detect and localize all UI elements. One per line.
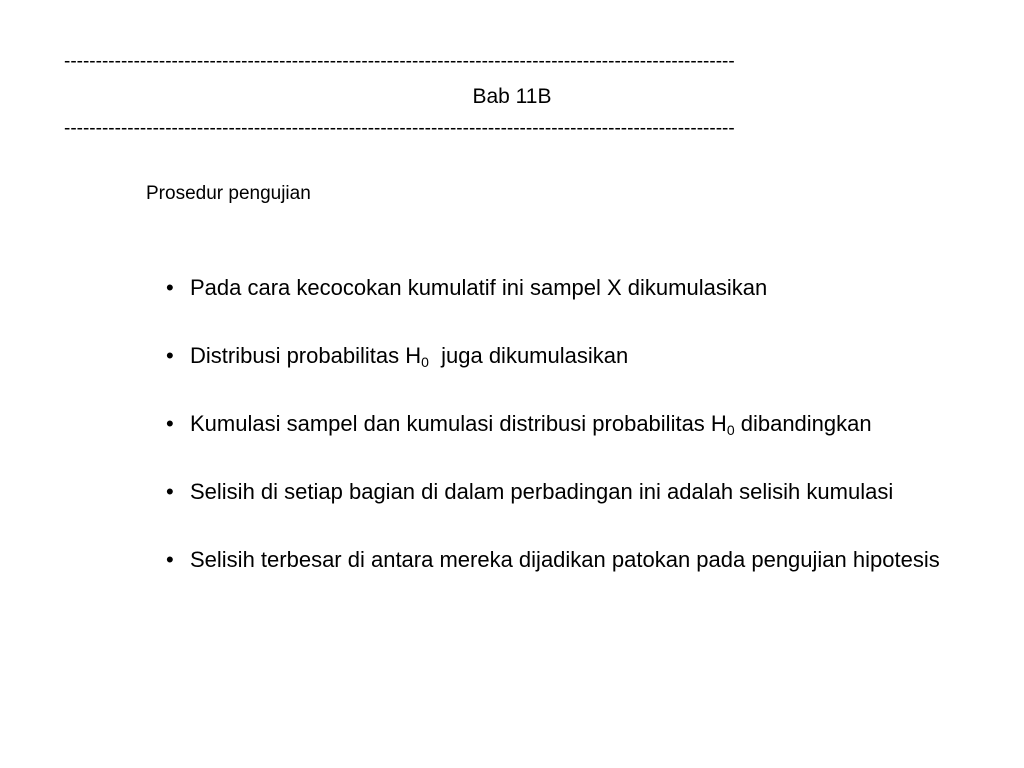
bullet-text: Selisih di setiap bagian di dalam perbadingan ini adalah selisih kumulasi: [190, 479, 894, 504]
bullet-list: [166, 274, 966, 573]
bullet-text: Kumulasi sampel dan kumulasi distribusi probabilitas H: [190, 411, 727, 436]
subscript: 0: [726, 422, 735, 438]
bullet-dot: •: [166, 479, 174, 504]
bottom-dash-divider: ----------------------------------------------------------------------------------------------------------: [64, 118, 735, 139]
bullet-dot: •: [166, 411, 174, 436]
bullet-dot: •: [166, 275, 174, 300]
bullet-text-after: juga dikumulasikan: [428, 343, 629, 368]
bullet-text: Pada cara kecocokan kumulatif ini sampel X dikumulasikan: [190, 275, 768, 300]
bullet-item: [166, 274, 966, 301]
section-subtitle: Prosedur pengujian: [146, 183, 311, 204]
bullet-item: [166, 546, 966, 573]
bullet-item: [166, 342, 966, 369]
bullet-dot: •: [166, 343, 174, 368]
bullet-text-after: dibandingkan: [734, 411, 872, 436]
bullet-text: Selisih terbesar di antara mereka dijadikan patokan pada pengujian hipotesis: [190, 547, 940, 572]
bullet-dot: •: [166, 547, 174, 572]
bullet-item: [166, 410, 966, 437]
bullet-text: Distribusi probabilitas H: [190, 343, 422, 368]
bullet-item: [166, 478, 966, 505]
subscript: 0: [421, 354, 429, 370]
top-dash-divider: ----------------------------------------------------------------------------------------------------------: [64, 51, 735, 72]
chapter-title: Bab 11B: [472, 85, 552, 108]
